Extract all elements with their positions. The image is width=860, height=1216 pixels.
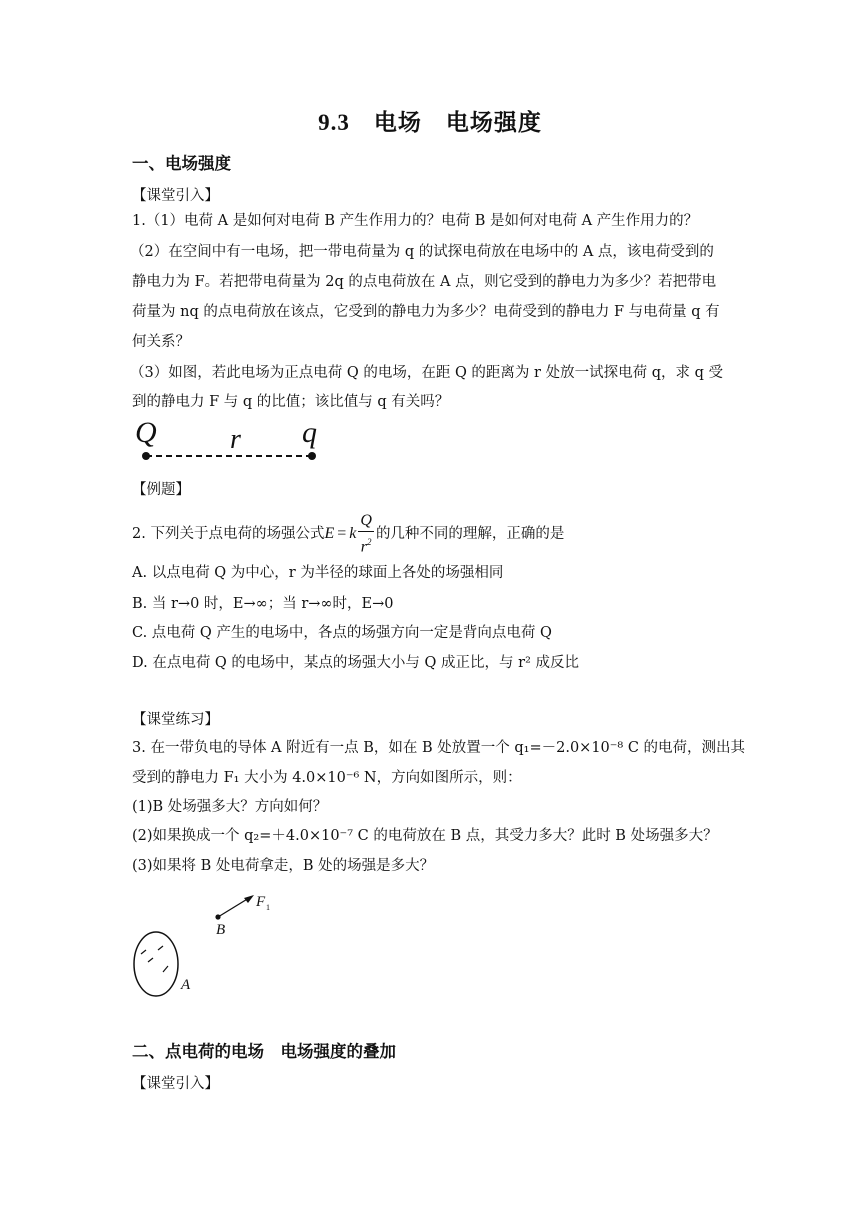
option-a: A. 以点电荷 Q 为中心，r 为半径的球面上各处的场强相同: [132, 565, 504, 581]
question-1-part3-line-2: 到的静电力 F 与 q 的比值；该比值与 q 有关吗？: [132, 394, 450, 410]
field-strength-formula: E = k $\frac{Q}{r^2}$: [324, 511, 372, 556]
label-charge-q: q: [302, 418, 317, 449]
intro-tag: 【课堂引入】: [132, 188, 219, 204]
label-distance-r: r: [230, 424, 241, 455]
conductor-field-diagram: [128, 888, 288, 1003]
question-1-part3-line-1: （3）如图，若此电场为正点电荷 Q 的电场，在距 Q 的距离为 r 处放一试探电荷 q，求 q 受: [130, 365, 723, 381]
question-2-stem: [132, 513, 564, 555]
force-F1-arrow: [218, 898, 249, 917]
question-3-sub-1: (1)B 处场强多大？方向如何？: [132, 799, 328, 815]
option-d: D. 在点电荷 Q 的电场中，某点的场强大小与 Q 成正比，与 r² 成反比: [132, 655, 579, 671]
question-1-part2-line-3: 荷量为 nq 的点电荷放在该点，它受到的静电力为多少？电荷受到的静电力 F 与电荷量 q 有: [132, 304, 720, 320]
intro-tag-2: 【课堂引入】: [132, 1076, 219, 1092]
label-point-B: B: [216, 922, 226, 938]
label-force-subscript: 1: [266, 903, 270, 912]
point-charge-diagram: [130, 418, 330, 470]
option-c: C. 点电荷 Q 产生的电场中，各点的场强方向一定是背向点电荷 Q: [132, 625, 552, 641]
negative-mark: [158, 946, 163, 950]
option-b: B. 当 r→0 时，E→∞；当 r→∞时，E→0: [132, 596, 394, 612]
question-3-sub-2: (2)如果换成一个 q₂=＋4.0×10⁻⁷ C 的电荷放在 B 点，其受力多大？此时 B 处场强多大？: [132, 828, 718, 844]
conductor-A-outline: [134, 932, 178, 996]
section-heading-1: 一、电场强度: [132, 154, 231, 173]
question-1-line-1: 1.（1）电荷 A 是如何对电荷 B 产生作用力的？电荷 B 是如何对电荷 A 产生作用力的？: [132, 213, 699, 229]
negative-mark: [141, 950, 146, 954]
label-force-F: F: [256, 894, 266, 910]
force-F1-arrowhead: [244, 895, 254, 903]
question-3-line-1: 3. 在一带负电的导体 A 附近有一点 B，如在 B 处放置一个 q₁=－2.0×10⁻⁸ C 的电荷，测出其: [132, 740, 746, 756]
label-conductor-A: A: [181, 977, 191, 993]
question-1-part2-line-2: 静电力为 F。若把带电荷量为 2q 的点电荷放在 A 点，则它受到的静电力为多少？若把带电: [132, 274, 717, 290]
question-2-suffix: 的几种不同的理解，正确的是: [375, 526, 565, 542]
charge-Q-dot: [142, 452, 150, 460]
page-title: 9.3 电场 电场强度: [318, 110, 542, 135]
question-1-part2-line-1: （2）在空间中有一电场，把一带电荷量为 q 的试探电荷放在电场中的 A 点，该电荷受到的: [130, 244, 714, 260]
question-3-sub-3: (3)如果将 B 处电荷拿走，B 处的场强是多大？: [132, 858, 435, 874]
label-charge-Q: Q: [135, 418, 157, 449]
negative-mark: [163, 966, 168, 972]
charge-q-dot: [308, 452, 316, 460]
question-2-prefix: 2. 下列关于点电荷的场强公式: [132, 526, 325, 542]
negative-mark: [148, 958, 153, 962]
example-tag: 【例题】: [132, 482, 190, 498]
question-3-line-2: 受到的静电力 F₁ 大小为 4.0×10⁻⁶ N，方向如图所示，则：: [132, 770, 522, 786]
practice-tag: 【课堂练习】: [132, 712, 219, 728]
section-heading-2: 二、点电荷的电场 电场强度的叠加: [132, 1042, 396, 1061]
question-1-part2-line-4: 何关系？: [132, 334, 190, 350]
